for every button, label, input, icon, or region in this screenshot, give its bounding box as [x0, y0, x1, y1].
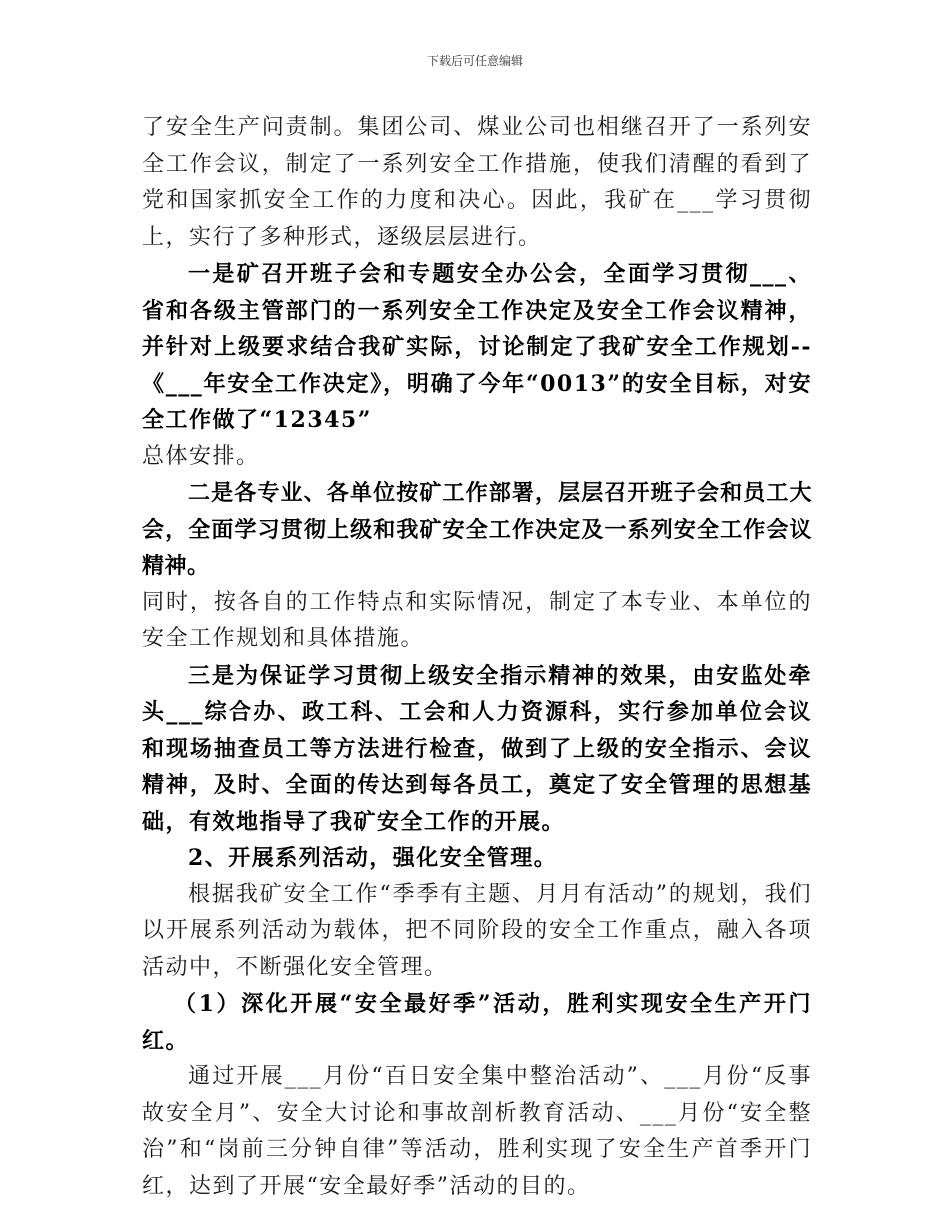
subsection-heading-best-season: （1）深化开展“安全最好季”活动，胜利实现安全生产开门红。 [142, 991, 812, 1054]
page-header: 下载后可任意编辑 [426, 54, 523, 68]
section-heading-activities: 2、开展系列活动，强化安全管理。 [188, 845, 558, 871]
paragraph-best-season: 通过开展___月份“百日安全集中整治活动”、___月份“反事故安全月”、安全大讨论和事故剖析教育活动、___月份“安全整治”和“岗前三分钟自律”等活动，胜利实现了安全生产首季开门红，达到了开展“安全最好季”活动的目的。 [142, 1064, 812, 1199]
paragraph-point-two: 二是各专业、各单位按矿工作部署，层层召开班子会和员工大会，全面学习贯彻上级和我矿安全工作决定及一系列安全工作会议精神。 [142, 480, 812, 579]
paragraph-point-two-detail: 同时，按各自的工作特点和实际情况，制定了本专业、本单位的安全工作规划和具体措施。 [142, 589, 812, 651]
paragraph-continuation: 了安全生产问责制。集团公司、煤业公司也相继召开了一系列安全工作会议，制定了一系列安全工作措施，使我们清醒的看到了党和国家抓安全工作的力度和决心。因此，我矿在___学习贯彻上，实行了多种形式，逐级层层进行。 [142, 115, 812, 250]
paragraph-point-one-tail: 总体安排。 [142, 443, 260, 469]
document-body [142, 110, 812, 1205]
paragraph-point-one: 一是矿召开班子会和专题安全办公会，全面学习贯彻___、省和各级主管部门的一系列安全工作决定及安全工作会议精神，并针对上级要求结合我矿实际，讨论制定了我矿安全工作规划--《___年安全工作决定》，明确了今年“0013”的安全目标，对安全工作做了“12345” [142, 261, 812, 433]
paragraph-point-three: 三是为保证学习贯彻上级安全指示精神的效果，由安监处牵头___综合办、政工科、工会和人力资源科，实行参加单位会议和现场抽查员工等方法进行检查，做到了上级的安全指示、会议精神，及时、全面的传达到每各员工，奠定了安全管理的思想基础，有效地指导了我矿安全工作的开展。 [142, 662, 812, 835]
paragraph-activities-intro: 根据我矿安全工作“季季有主题、月月有活动”的规划，我们以开展系列活动为载体，把不同阶段的安全工作重点，融入各项活动中，不断强化安全管理。 [142, 881, 812, 980]
